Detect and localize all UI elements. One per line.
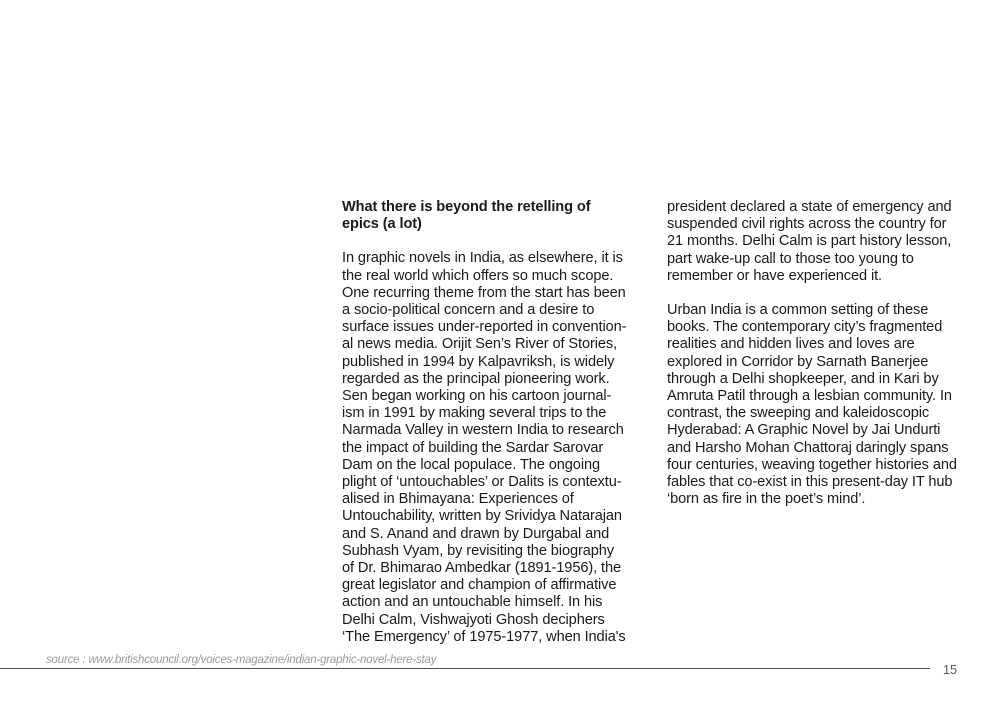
text-line: One recurring theme from the start has been [342,284,626,301]
text-line: through a Delhi shopkeeper, and in Kari by [667,370,939,387]
text-line: Urban India is a common setting of these [667,302,929,319]
text-line: In graphic novels in India, as elsewhere, it is [342,250,623,267]
text-line: realities and hidden lives and loves are [667,336,915,353]
text-line: and Harsho Mohan Chattoraj daringly spans [667,439,949,456]
text-line: a socio-political concern and a desire to [342,302,595,319]
text-line: part wake-up call to those too young to [667,250,914,267]
text-line: regarded as the principal pioneering work. [342,370,610,387]
body-paragraph [667,199,967,285]
left-column [342,199,634,646]
source-citation: source : www.britishcouncil.org/voices-magazine/indian-graphic-novel-here-stay [46,654,437,666]
right-column [667,199,967,508]
text-line: Dam on the local populace. The ongoing [342,456,600,473]
text-line: Hyderabad: A Graphic Novel by Jai Undurti [667,422,941,439]
heading-line: epics (a lot) [342,216,422,233]
text-line: surface issues under-reported in convention- [342,319,627,336]
body-paragraph [342,250,634,646]
text-line: Delhi Calm, Vishwajyoti Ghosh deciphers [342,611,605,628]
text-line: remember or have experienced it. [667,267,883,284]
text-line: al news media. Orijit Sen’s River of Stories, [342,336,618,353]
text-line: the real world which offers so much scope. [342,267,614,284]
text-line: ‘The Emergency’ of 1975-1977, when India's [342,628,626,645]
text-line: Untouchability, written by Srividya Natarajan [342,508,622,525]
text-line: action and an untouchable himself. In his [342,594,603,611]
text-line: and S. Anand and drawn by Durgabal and [342,525,610,542]
text-line: great legislator and champion of affirmative [342,577,617,594]
footer-divider [0,668,930,669]
text-line: ism in 1991 by making several trips to the [342,405,607,422]
text-line: Amruta Patil through a lesbian community. In [667,388,952,405]
text-line: ‘born as fire in the poet’s mind’. [667,491,866,508]
text-line: 21 months. Delhi Calm is part history lesson, [667,233,952,250]
text-line: Subhash Vyam, by revisiting the biography [342,542,614,559]
text-line: the impact of building the Sardar Sarovar [342,439,604,456]
text-line: fables that co-exist in this present-day IT hub [667,474,953,491]
text-line: plight of ‘untouchables’ or Dalits is contextu- [342,474,622,491]
text-line: explored in Corridor by Sarnath Banerjee [667,353,929,370]
heading-line: What there is beyond the retelling of [342,199,591,215]
section-heading [342,199,634,233]
text-line: published in 1994 by Kalpavriksh, is widely [342,353,615,370]
text-line: Sen began working on his cartoon journal- [342,388,612,405]
page-number: 15 [943,663,957,677]
text-line: contrast, the sweeping and kaleidoscopic [667,405,930,422]
text-line: Narmada Valley in western India to research [342,422,624,439]
body-paragraph [667,302,967,508]
text-line: books. The contemporary city’s fragmented [667,319,943,336]
text-line: of Dr. Bhimarao Ambedkar (1891-1956), the [342,560,622,577]
text-line: suspended civil rights across the country for [667,216,947,233]
text-line: four centuries, weaving together histories and [667,456,957,473]
text-line: president declared a state of emergency and [667,199,952,215]
text-line: alised in Bhimayana: Experiences of [342,491,574,508]
